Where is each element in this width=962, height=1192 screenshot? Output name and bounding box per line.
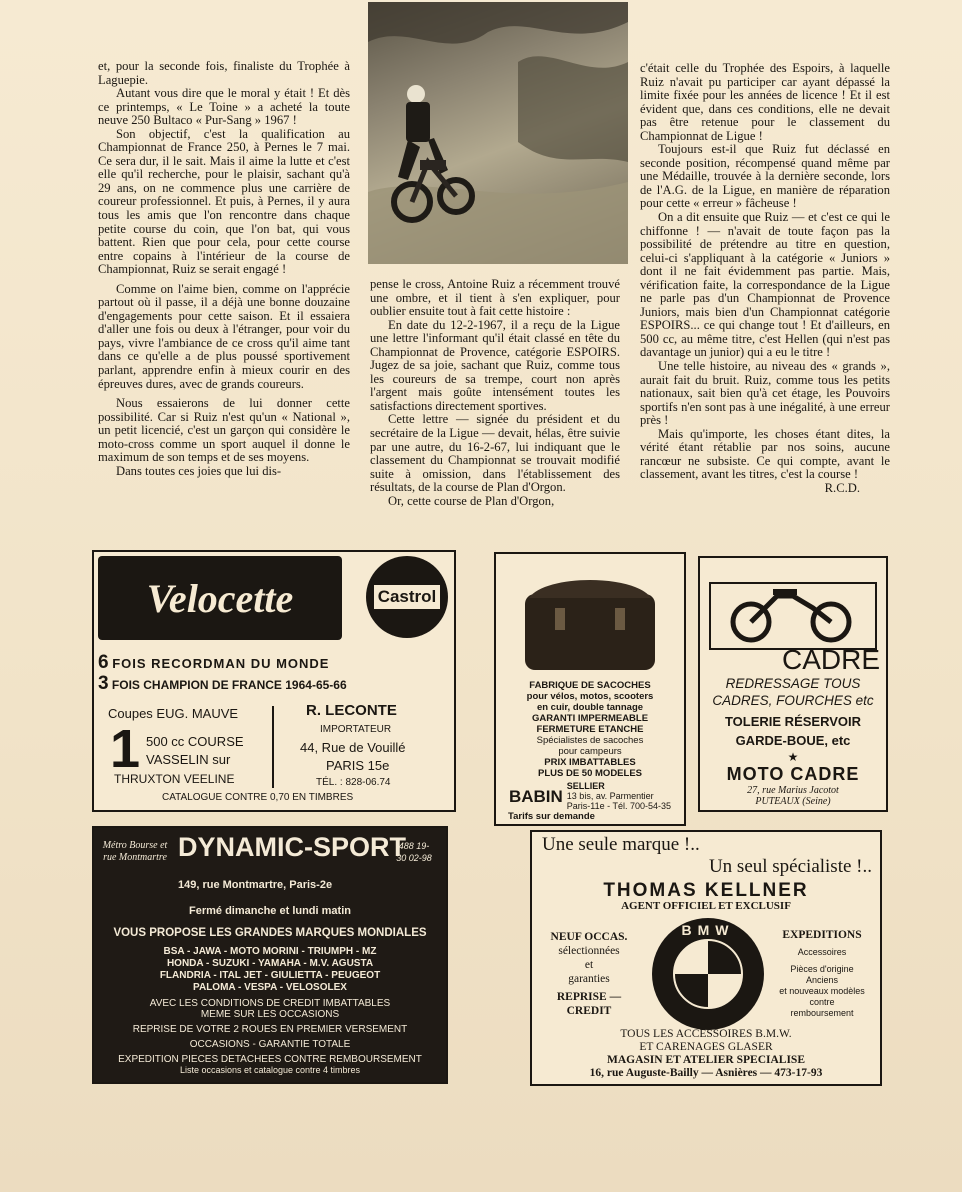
satchel-icon [515,568,665,672]
signature: R.C.D. [824,480,860,495]
moto-cadre-logo [709,582,877,650]
babin-line-4: GARANTI IMPERMEABLE [531,713,649,724]
babin-line-3: en cuir, double tannage [536,702,644,713]
dynamic-brand: DYNAMIC-SPORT [178,832,406,862]
ad-moto-cadre [698,556,888,812]
kellner-magasin-line: MAGASIN ET ATELIER SPECIALISE [606,1054,805,1066]
dynamic-brands-3: FLANDRIA - ITAL JET - GIULIETTA - PEUGEOT [159,970,381,981]
kellner-right [766,930,878,1019]
satchel-image [515,568,665,672]
ad-thomas-kellner [530,830,882,1086]
paragraph: Autant vous dire que le moral y était ! Et dès ce printemps, « Le Toine » a acheté la toute neuve 250 Bultaco « Pur-Sang » 1967 ! [98,86,350,128]
bmw-text: BMW [681,922,735,938]
champion-text: FOIS CHAMPION DE FRANCE 1964-65-66 [111,678,347,692]
ad-dynamic-sport [92,826,448,1084]
dynamic-brands-2: HONDA - SUZUKI - YAMAHA - M.V. AGUSTA [166,958,374,969]
babin-tarifs: Tarifs sur demande [508,811,595,822]
dealer-address: 44, Rue de Vouillé [300,740,406,755]
ad-velocette [92,550,456,812]
record-line [98,652,329,674]
paragraph: c'était celle du Trophée des Espoirs, à laquelle Ruiz n'avait pu participer car ayant dépassé la limite fixée pour les années de licence ! Et il est évident que, dans ces conditions, elle ne devait pas être retenue pour le classement du Championnat de Ligue ! [640,61,890,143]
moto-cadre-line-4: GARDE-BOUE, etc [735,733,851,748]
coupes-label: Coupes EUG. MAUVE [108,706,239,721]
ad-babin [494,552,686,826]
dynamic-expedition-1: EXPEDITION PIECES DETACHEES CONTRE REMBOURSEMENT [118,1054,422,1065]
paragraph: Cette lettre — signée du président et du secrétaire de la Ligue — devait, hélas, être suivie par une autre, du 16-2-67, lui indiquant que le classement du Championnat se trouvait modifié suite à omission, dans l'établissement des résultats, de la course de Plan d'Orgon. [370,412,620,495]
moto-cadre-line-1: REDRESSAGE TOUS [725,676,861,691]
dynamic-brands-1: BSA - JAWA - MOTO MORINI - TRIUMPH - MZ [163,946,377,957]
dynamic-address: 149, rue Montmartre, Paris-2e [178,879,333,891]
babin-city: Paris-11e - Tél. 700-54-35 [566,801,672,811]
kellner-et: et [584,959,594,971]
kellner-tagline-1: Une seule marque !.. [542,834,700,855]
paragraph: Nous essaierons de lui donner cette possibilité. Car si Ruiz n'est qu'un « National », un petit licencié, c'est un garçon qui considère le moto-cross comme un sport auquel il donne le maximum de son temps et de ses moyens. [98,396,350,465]
kellner-left [534,930,644,1018]
race-line-2: VASSELIN sur [146,752,231,767]
champion-number: 3 [98,673,109,694]
article-column-2 [370,278,620,508]
big-one: 1 [110,719,141,779]
babin-line-6: Spécialistes de sacoches [536,735,644,746]
babin-name: BABIN [508,786,563,806]
paragraph: Or, cette course de Plan d'Orgon, [388,493,555,508]
castrol-text: Castrol [374,585,441,609]
kellner-credit: CREDIT [566,1005,612,1017]
race-line-1: 500 cc COURSE [146,734,244,749]
kellner-remboursement: remboursement [790,1008,854,1018]
kellner-bottom [532,1028,880,1080]
catalogue-line: CATALOGUE CONTRE 0,70 EN TIMBRES [162,792,354,803]
velocette-logo [98,556,342,640]
motocross-photo [368,2,628,264]
paragraph: Une telle histoire, au niveau des « grands », aurait fait du bruit. Ruiz, comme tous les petits nationaux, sait bien qu'à cet étage, les Pouvoirs sportifs n'en sont pas à une inégalité, à une erreur près ! [640,359,890,428]
paragraph: Toujours est-il que Ruiz fut déclassé en seconde position, récompensé quand même par une Médaille, trouvée à la dernière seconde, lors de l'A.G. de la Ligue, en manière de réparation pour cette « erreur » fâcheuse ! [640,142,890,211]
castrol-logo [366,556,448,638]
rider-illustration [368,2,628,264]
kellner-carenages-line: ET CARENAGES GLASER [639,1041,773,1053]
dynamic-occasions: OCCASIONS - GARANTIE TOTALE [189,1039,351,1050]
velocette-brand: Velocette [146,575,294,621]
kellner-nouveaux: et nouveaux modèles [779,986,865,996]
dynamic-headline: VOUS PROPOSE LES GRANDES MARQUES MONDIALES [113,927,427,939]
dynamic-closed: Fermé dimanche et lundi matin [189,905,351,917]
champion-line [98,673,347,695]
paragraph: Son objectif, c'est la qualification au Championnat de France 250, à Pernes le 7 mai. Ce sera dur, il le sait. Mais il aime la lutte et c'est elle qu'il recherche, pour le plaisir, sachant qu'à 29 ans, on ne commence plus une carrière de coureur professionnel. Et puis, à Pernes, il y aura tous les amis que l'on rencontre dans chaque petite course du coin, que l'on bat, qui vous battent. Rien que pour cela, pour cette course entre copains à l'intérieur de la course de Championnat, Ruiz se serait engagé ! [98,126,350,277]
babin-sellier: SELLIER [566,781,605,791]
kellner-neuf: NEUF OCCAS. [550,931,628,943]
moto-cadre-name: MOTO CADRE [726,764,860,784]
dealer-city: PARIS 15e [326,758,390,773]
babin-line-2: pour vélos, motos, scooters [526,691,654,702]
dynamic-credit-2: MEME SUR LES OCCASIONS [200,1009,340,1020]
paragraph: et, pour la seconde fois, finaliste du Trophée à Laguepie. [98,59,350,87]
bmw-logo [650,916,766,1032]
importer-label: IMPORTATEUR [320,724,392,735]
kellner-contre: contre [809,997,835,1007]
record-text: FOIS RECORDMAN DU MONDE [112,656,330,671]
moto-cadre-city: PUTEAUX (Seine) [755,796,831,807]
paragraph: Dans toutes ces joies que lui dis- [116,463,282,478]
moto-cadre-address: 27, rue Marius Jacotot [747,785,839,796]
babin-line-7: pour campeurs [558,746,622,757]
kellner-accessories-line: TOUS LES ACCESSOIRES B.M.W. [620,1028,792,1040]
dynamic-expedition-2: Liste occasions et catalogue contre 4 timbres [179,1065,361,1075]
paragraph: Mais qu'importe, les choses étant dites, la vérité étant rétablie par nos soins, aucune rancœur ne subsiste. Ce qui compte, avant le classement, avant les titres, c'est la course ! [640,426,890,482]
star-icon: ★ [787,750,799,764]
article-column-1 [98,60,350,478]
babin-line-5: FERMETURE ETANCHE [536,724,644,735]
kellner-anciens: Anciens [805,975,839,985]
moto-cadre-line-2: CADRES, FOURCHES etc [712,693,874,708]
moto-cadre-line-3: TOLERIE RÉSERVOIR [724,714,862,729]
dynamic-brands-4: PALOMA - VESPA - VELOSOLEX [193,982,347,993]
babin-footer [496,781,684,811]
kellner-pieces: Pièces d'origine [790,964,854,974]
dynamic-credit-1: AVEC LES CONDITIONS DE CREDIT IMBATTABLES [149,998,391,1009]
kellner-tagline-2: Un seul spécialiste !.. [708,856,872,877]
motorcycle-icon [713,584,873,644]
paragraph: pense le cross, Antoine Ruiz a récemment trouvé une ombre, et il tient à s'en expliquer, pour oublier ensuite tout à fait cette histoire : [370,277,620,319]
babin-line-8: PRIX IMBATTABLES [544,757,636,768]
kellner-selectionnees: sélectionnées [558,945,620,957]
kellner-reprise: REPRISE — [556,991,622,1003]
kellner-agent: AGENT OFFICIEL ET EXCLUSIF [621,900,791,912]
dealer-phone: TÉL. : 828-06.74 [316,777,391,788]
paragraph: On a dit ensuite que Ruiz — et c'est ce qui le chiffonne ! — n'avait de toute façon pas la possibilité de prétendre au titre en question, celui-ci s'appliquant à la catégorie « Juniors » dont il ne fait évidemment pas partie. Mais, vérification faite, la correspondance de la Ligue ne parle pas d'un Championnat de Provence Juniors, mais bien d'un Championnat catégorie ESPOIRS... ce qui change tout ! Et d'ailleurs, en 500 cc, au même titre, c'est Hellen (qui n'est pas davantage un junior) qui a eu le titre ! [640,210,890,360]
kellner-accessoires: Accessoires [797,947,847,957]
babin-address: 13 bis, av. Parmentier [566,791,654,801]
paragraph: En date du 12-2-1967, il a reçu de la Ligue une lettre l'informant qu'il était classé en tête du Championnat de Provence, catégorie ESPOIRS. Jugez de sa joie, sachant que Ruiz, comme tous les coureurs de sa trempe, court non après l'argent mais goûte intensément toutes les satisfactions directement sportives. [370,317,620,413]
babin-line-9: PLUS DE 50 MODELES [538,768,642,779]
dealer-name: R. LECONTE [306,702,397,719]
babin-line-1: FABRIQUE DE SACOCHES [529,680,651,691]
dynamic-metro: Métro Bourse et rue Montmartre [102,840,168,863]
paragraph: Comme on l'aime bien, comme on l'apprécie partout où il passe, il a déjà une bonne douzaine d'engagements pour cette saison. Et il essaiera d'aller une fois ou deux à l'étranger, pour voir du pays, vivre l'ambiance de ce cross qu'il aime tant dans ce qu'elle a de plus poussé sportivement parlant, apprendre enfin à mieux courir en des épreuves dures, avec de grands coureurs. [98,281,350,391]
article-column-3 [640,62,890,496]
kellner-name: THOMAS KELLNER [603,880,809,901]
cadre-logo-text: CADRE [781,644,880,675]
dynamic-reprise: REPRISE DE VOTRE 2 ROUES EN PREMIER VERSEMENT [132,1024,408,1035]
kellner-address-line: 16, rue Auguste-Bailly — Asnières — 473-17-93 [589,1067,823,1079]
record-number: 6 [98,652,109,673]
race-line-3: THRUXTON VEELINE [114,772,235,786]
divider [272,706,274,788]
kellner-garanties: garanties [568,973,610,985]
kellner-expeditions: EXPEDITIONS [782,929,862,941]
dynamic-phones: 488 19-30 02-98 [396,841,432,863]
